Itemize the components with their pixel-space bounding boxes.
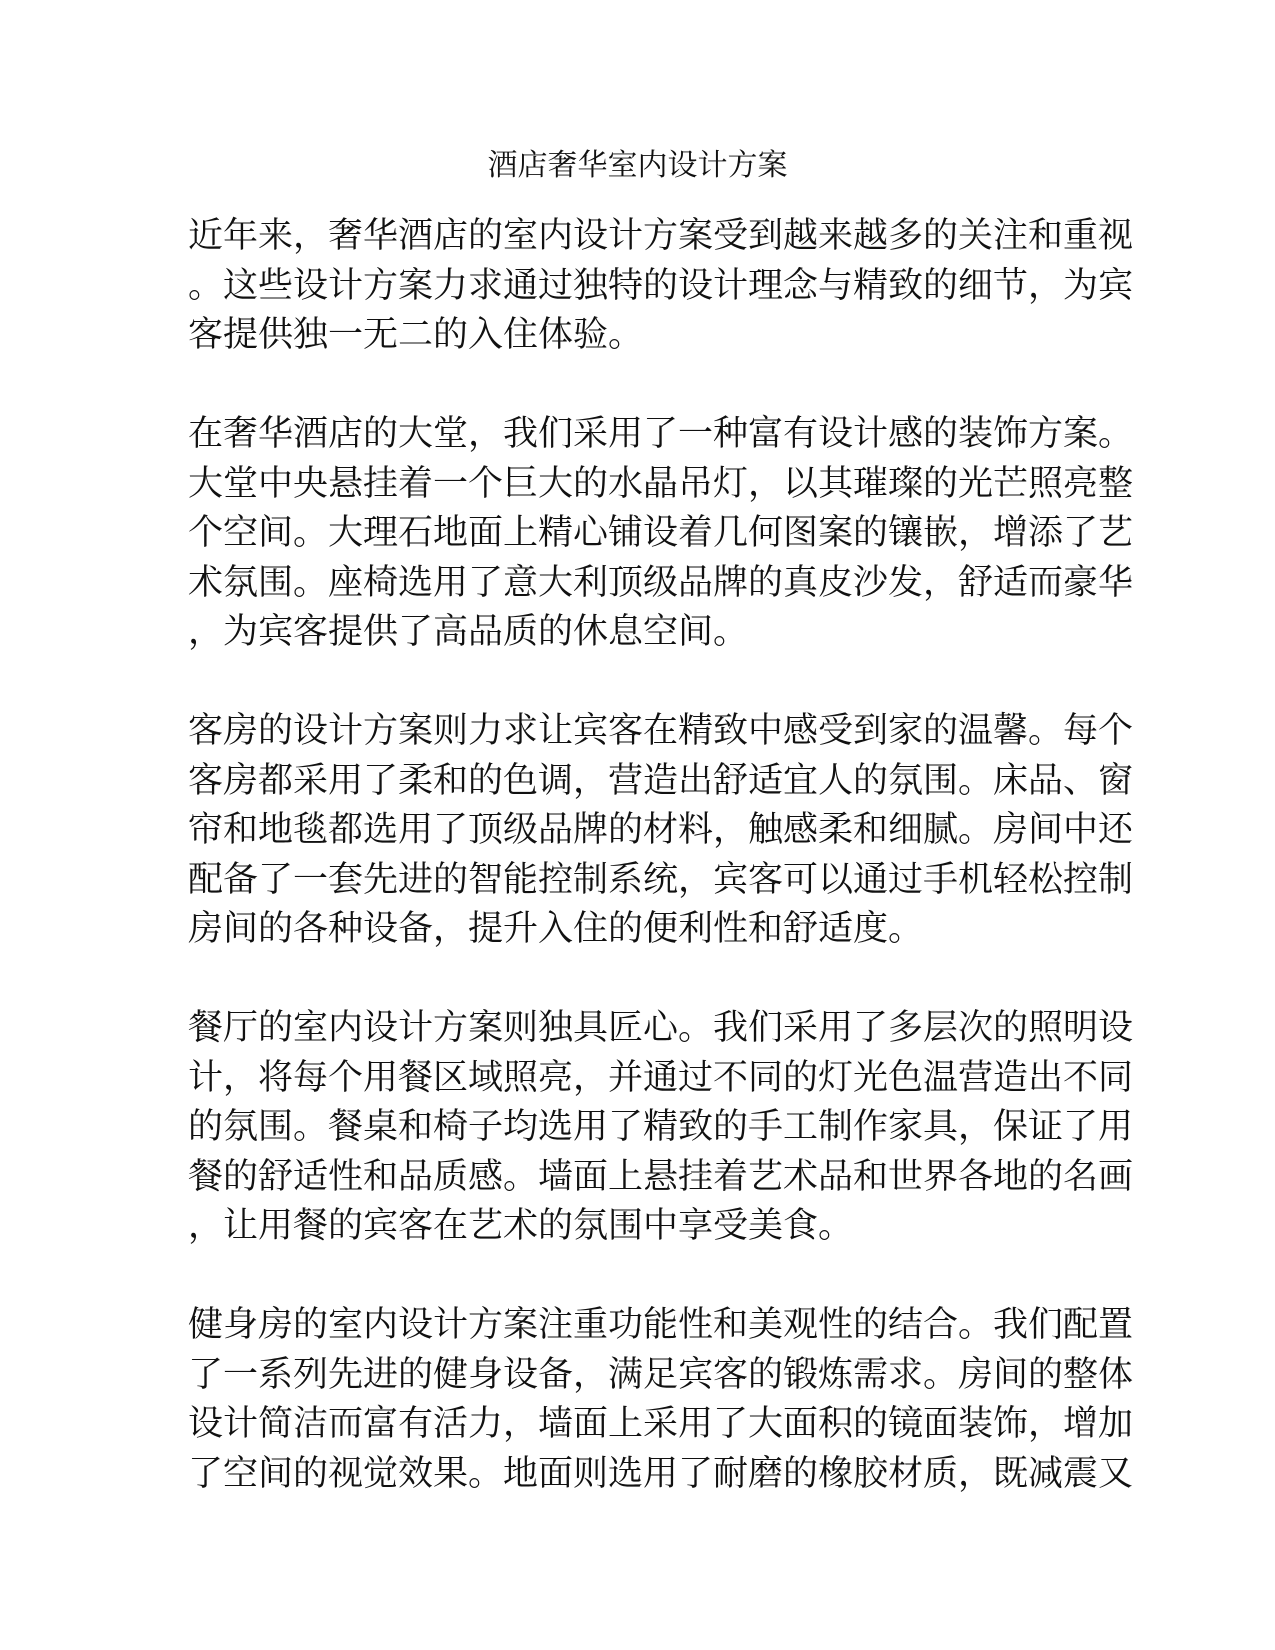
text-line: 个空间。大理石地面上精心铺设着几何图案的镶嵌，增添了艺 xyxy=(188,513,1134,553)
text-line: 在奢华酒店的大堂，我们采用了一种富有设计感的装饰方案。 xyxy=(188,414,1134,454)
paragraph-guest-rooms xyxy=(188,707,1134,955)
text-line: 客房都采用了柔和的色调，营造出舒适宜人的氛围。床品、窗 xyxy=(188,760,1134,801)
paragraph-intro xyxy=(188,212,1134,361)
text-line: 近年来，奢华酒店的室内设计方案受到越来越多的关注和重视 xyxy=(188,216,1134,256)
text-line: 设计简洁而富有活力，墙面上采用了大面积的镜面装饰，增加 xyxy=(188,1404,1134,1444)
text-line: 的氛围。餐桌和椅子均选用了精致的手工制作家具，保证了用 xyxy=(188,1107,1134,1147)
document-body xyxy=(188,212,1134,1549)
text-line: 餐的舒适性和品质感。墙面上悬挂着艺术品和世界各地的名画 xyxy=(188,1156,1134,1197)
text-line: 房间的各种设备，提升入住的便利性和舒适度。 xyxy=(188,909,924,949)
text-line: ，让用餐的宾客在艺术的氛围中享受美食。 xyxy=(188,1206,854,1246)
text-line: 计，将每个用餐区域照亮，并通过不同的灯光色温营造出不同 xyxy=(188,1057,1134,1098)
text-line: 大堂中央悬挂着一个巨大的水晶吊灯，以其璀璨的光芒照亮整 xyxy=(188,463,1134,504)
text-line: ，为宾客提供了高品质的休息空间。 xyxy=(188,612,749,652)
text-line: 。这些设计方案力求通过独特的设计理念与精致的细节，为宾 xyxy=(188,265,1134,306)
text-line: 了空间的视觉效果。地面则选用了耐磨的橡胶材质，既减震又 xyxy=(188,1453,1134,1494)
text-line: 健身房的室内设计方案注重功能性和美观性的结合。我们配置 xyxy=(188,1305,1134,1345)
text-line: 术氛围。座椅选用了意大利顶级品牌的真皮沙发，舒适而豪华 xyxy=(188,562,1134,603)
paragraph-restaurant xyxy=(188,1004,1134,1252)
text-line: 客提供独一无二的入住体验。 xyxy=(188,315,644,355)
text-line: 客房的设计方案则力求让宾客在精致中感受到家的温馨。每个 xyxy=(188,711,1134,751)
document-title: 酒店奢华室内设计方案 xyxy=(487,148,788,183)
paragraph-lobby xyxy=(188,410,1134,658)
text-line: 帘和地毯都选用了顶级品牌的材料，触感柔和细腻。房间中还 xyxy=(188,810,1134,850)
text-line: 餐厅的室内设计方案则独具匠心。我们采用了多层次的照明设 xyxy=(188,1008,1134,1048)
text-line: 配备了一套先进的智能控制系统，宾客可以通过手机轻松控制 xyxy=(188,859,1134,900)
text-line: 了一系列先进的健身设备，满足宾客的锻炼需求。房间的整体 xyxy=(188,1354,1134,1395)
paragraph-gym xyxy=(188,1301,1134,1499)
